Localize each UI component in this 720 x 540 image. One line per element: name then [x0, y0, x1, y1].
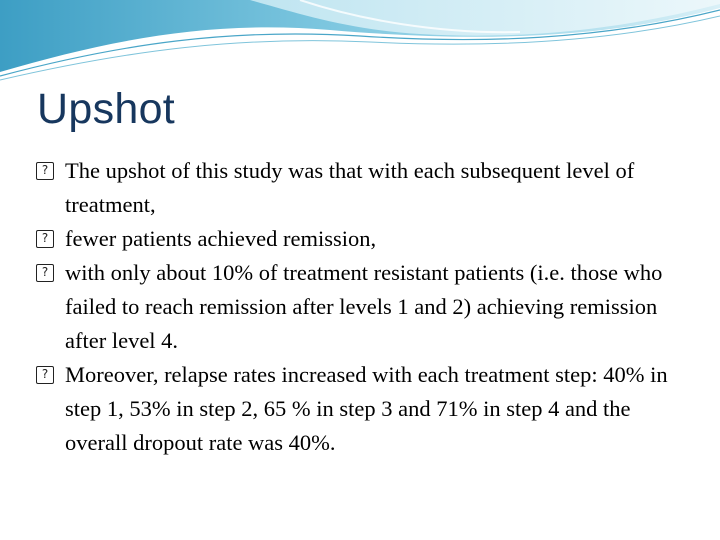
bullet-text: The upshot of this study was that with each subsequent level of treatment,: [65, 158, 635, 217]
slide-title: Upshot: [37, 85, 176, 133]
bullet-box-icon: ?: [36, 366, 54, 384]
bullet-item: [36, 256, 690, 358]
bullet-box-icon: ?: [36, 162, 54, 180]
bullet-box-icon: ?: [36, 264, 54, 282]
bullet-text: fewer patients achieved remission,: [65, 226, 377, 251]
bullet-item: [36, 358, 690, 460]
bullet-item: [36, 222, 690, 256]
bullet-text: with only about 10% of treatment resistant patients (i.e. those who failed to reach remission after levels 1 and 2) achieving remission after level 4.: [65, 260, 663, 353]
header-wave-decoration: [0, 0, 720, 90]
bullet-list: [36, 154, 690, 460]
bullet-box-icon: ?: [36, 230, 54, 248]
bullet-item: [36, 154, 690, 222]
bullet-text: Moreover, relapse rates increased with each treatment step: 40% in step 1, 53% in step 2, 65 % in step 3 and 71% in step 4 and the overall dropout rate was 40%.: [65, 362, 668, 455]
